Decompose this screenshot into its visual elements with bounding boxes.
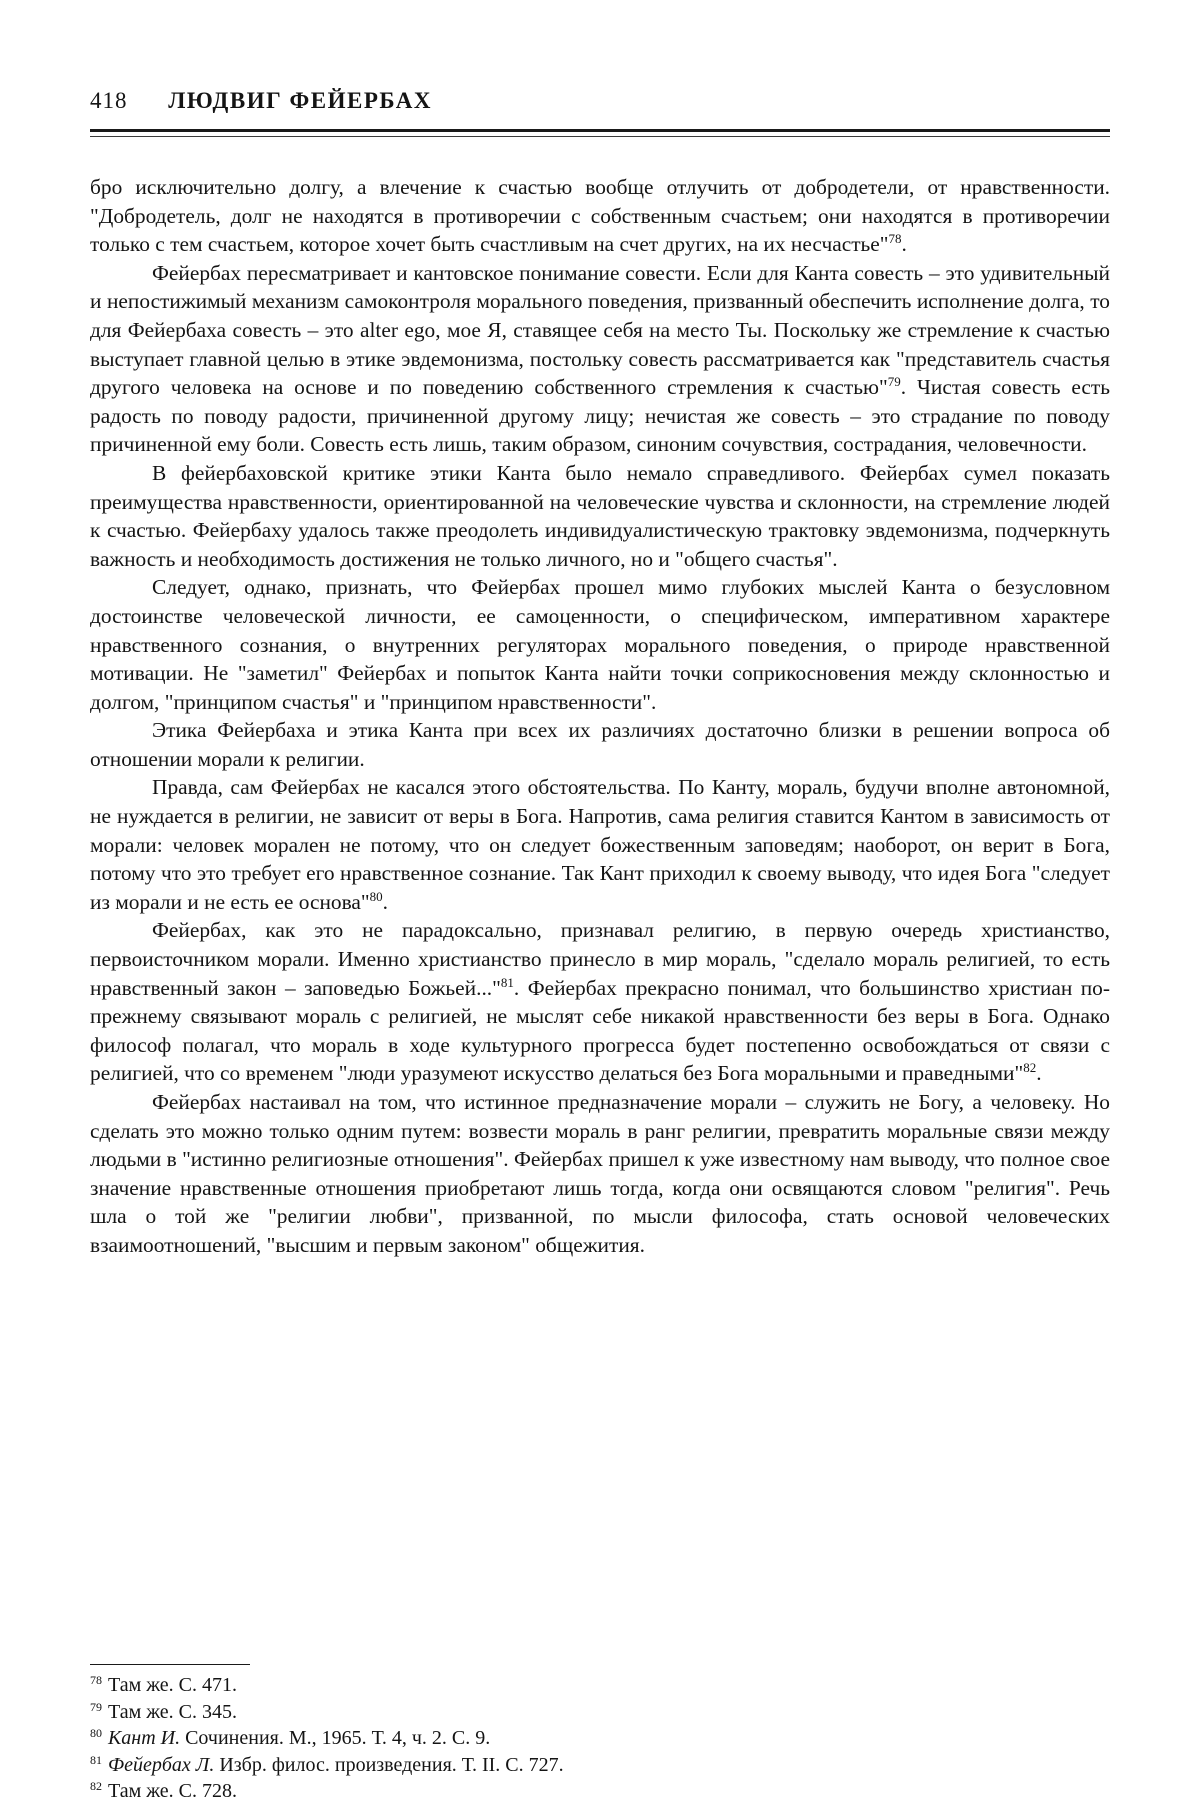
footnote-rule [90, 1664, 250, 1665]
footnote-author: Фейербах Л. [108, 1753, 215, 1776]
paragraph-6: Правда, сам Фейербах не касался этого обстоятельства. По Канту, мораль, будучи вполне автономной, не нуждается в религии, не зависит от веры в Бога. Напротив, сама религия ставится Кантом в зависимость от морали: человек морален не потому, что он следует божественным заповедям; наоборот, он верит в Бога, потому что это требует его нравственное сознание. Так Кант приходил к своему выводу, что идея Бога "следует из морали и не есть ее основа"$^{80}$. [90, 775, 1110, 914]
paragraph-1: бро исключительно долгу, а влечение к счастью вообще отлучить от добродетели, от нравственности. "Добродетель, долг не находятся в противоречии с собственным счастьем; они находятся в противоречии только с тем счастьем, которое хочет быть счастливым на счет других, на их несчастье"$^{78}$. [90, 175, 1110, 257]
footnote-ref-78: 78 [888, 231, 902, 247]
footnote-ref-81: 81 [500, 974, 514, 990]
footnote-79: $^{79}$ Там же. С. 345. [90, 1699, 238, 1723]
paragraph-7: Фейербах, как это не парадоксально, признавал религию, в первую очередь христианство, первоисточником морали. Именно христианство принесло в мир мораль, "сделало мораль религией, то есть нравственный закон – заповедью Божьей..."$^{81}$. Фейербах прекрасно понимал, что большинство христиан по-прежнему связывают мораль с религией, не мыслят себе никакой нравственности без веры в Бога. Однако философ полагал, что мораль в ходе культурного прогресса будет постепенно освобождаться от связи с религией, что со временем "люди уразумеют искусство делаться без Бога моральными и праведными"$^{82}$. [90, 918, 1111, 1086]
running-title: ЛЮДВИГ ФЕЙЕРБАХ [168, 88, 432, 113]
footnote-ref-80: 80 [369, 888, 383, 904]
footnotes [90, 1672, 1110, 1805]
footnote-82: $^{82}$ Там же. С. 728. [90, 1779, 238, 1802]
paragraph-5: Этика Фейербаха и этика Канта при всех их различиях достаточно близки в решении вопроса об отношении морали к религии. [90, 718, 1110, 771]
paragraph-2: Фейербах пересматривает и кантовское понимание совести. Если для Канта совесть – это удивительный и непостижимый механизм самоконтроля морального поведения, призванный обеспечить исполнение долга, то для Фейербаха совесть – это alter ego, мое Я, ставящее себя на место Ты. Поскольку же стремление к счастью выступает главной целью в этике эвдемонизма, постольку совесть рассматривается как "представитель счастья другого человека на основе и по поведению собственного стремления к счастью"$^{79}$. Чистая совесть есть радость по поводу радости, причиненной другому лицу; нечистая же совесть – это страдание по поводу причиненной ему боли. Совесть есть лишь, таким образом, синоним сочувствия, сострадания, человечности. [90, 260, 1110, 457]
paragraph-4: Следует, однако, признать, что Фейербах прошел мимо глубоких мыслей Канта о безусловном достоинстве человеческой личности, ее самоценности, о специфическом, императивном характере нравственного сознания, о внутренних регуляторах морального поведения, о природе нравственной мотивации. Не "заметил" Фейербах и попыток Канта найти точки соприкосновения между склонностью и долгом, "принципом счастья" и "принципом нравственности". [90, 575, 1110, 714]
main-text [90, 173, 1110, 1260]
footnote-78: $^{78}$ Там же. С. 471. [90, 1673, 238, 1696]
footnote-80: $^{80}$ Кант И. Сочинения. М., 1965. Т. 4, ч. 2. С. 9. [90, 1726, 491, 1749]
header-rule [90, 129, 1110, 132]
footnote-author: Кант И. [108, 1727, 181, 1749]
header-rule-thin [90, 136, 1110, 137]
footnote-ref-82: 82 [1023, 1060, 1037, 1076]
paragraph-8: Фейербах настаивал на том, что истинное предназначение морали – служить не Богу, а человеку. Но сделать это можно только одним путем: возвести мораль в ранг религии, превратить моральные связи между людьми в "истинно религиозные отношения". Фейербах пришел к уже известному нам выводу, что полное свое значение нравственные отношения приобретают лишь тогда, когда они освящаются словом "религия". Речь шла о той же "религии любви", призванной, по мысли философа, стать основой человеческих взаимоотношений, "высшим и первым законом" общежития. [90, 1090, 1110, 1257]
paragraph-3: В фейербаховской критике этики Канта было немало справедливого. Фейербах сумел показать преимущества нравственности, ориентированной на человеческие чувства и склонности, на стремление людей к счастью. Фейербаху удалось также преодолеть индивидуалистическую трактовку эвдемонизма, подчеркнуть важность и необходимость достижения не только личного, но и "общего счастья". [90, 460, 1110, 571]
page-number: 418 [90, 88, 128, 113]
page-header [90, 88, 1110, 114]
footnote-81: $^{81}$ Фейербах Л. Избр. филос. произведения. Т. II. С. 727. [90, 1752, 564, 1776]
footnote-ref-79: 79 [887, 374, 901, 390]
